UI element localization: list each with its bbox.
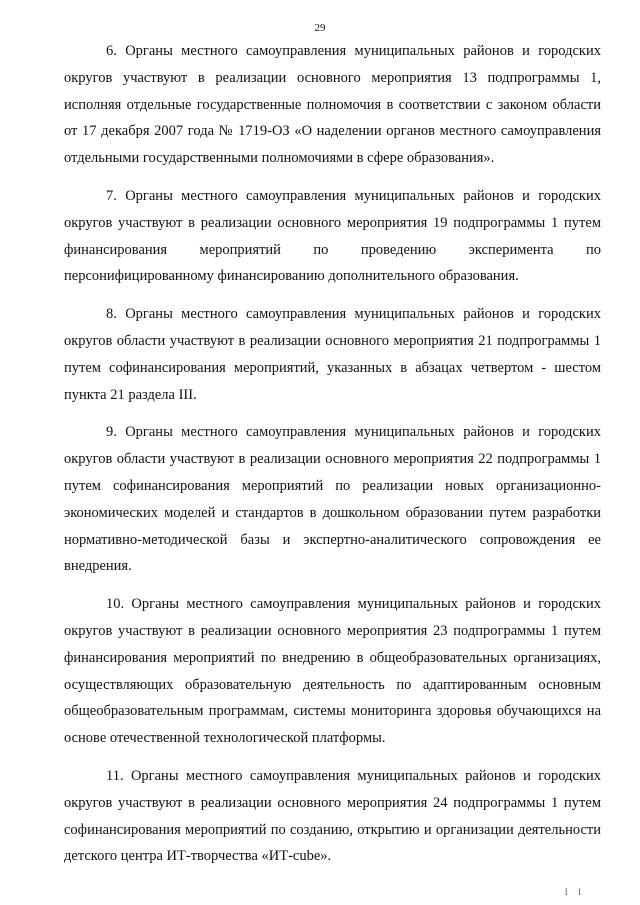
paragraph-10: 10. Органы местного самоуправления муниципальных районов и городских округов участвуют в реализации основного мероприятия 23 подпрограммы 1 путем финансирования мероприятий по внедрению в общеобразовательных организациях, осуществляющих образовательную деятельность по адаптированным основным общеобразовательным программам, системы мониторинга здоровья обучающихся на основе отечественной технологической платформы. [64,596,601,747]
footer-mark: I I [564,887,585,897]
document-body [64,38,601,881]
page-number: 29 [314,22,326,34]
paragraph-11: 11. Органы местного самоуправления муниципальных районов и городских округов участвуют в реализации основного мероприятия 24 подпрограммы 1 путем софинансирования мероприятий по созданию, открытию и организации деятельности детского центра ИТ-творчества «ИТ-cube». [64,767,601,865]
paragraph-8: 8. Органы местного самоуправления муниципальных районов и городских округов области участвуют в реализации основного мероприятия 21 подпрограммы 1 путем софинансирования мероприятий, указанных в абзацах четвертом - шестом пункта 21 раздела III. [64,306,601,403]
paragraph-6: 6. Органы местного самоуправления муниципальных районов и городских округов участвуют в реализации основного мероприятия 13 подпрограммы 1, исполняя отдельные государственные полномочия в соответствии с законом области от 17 декабря 2007 года № 1719-ОЗ «О наделении органов местного самоуправления отдельными государственными полномочиями в сфере образования». [64,43,601,167]
paragraph-9: 9. Органы местного самоуправления муниципальных районов и городских округов области участвуют в реализации основного мероприятия 22 подпрограммы 1 путем софинансирования мероприятий по реализации новых организационно-экономических моделей и стандартов в дошкольном образовании путем разработки нормативно-методической базы и экспертно-аналитического сопровождения ее внедрения. [64,424,601,575]
paragraph-7: 7. Органы местного самоуправления муниципальных районов и городских округов участвуют в реализации основного мероприятия 19 подпрограммы 1 путем финансирования мероприятий по проведению эксперимента по персонифицированному финансированию дополнительного образования. [64,187,601,285]
